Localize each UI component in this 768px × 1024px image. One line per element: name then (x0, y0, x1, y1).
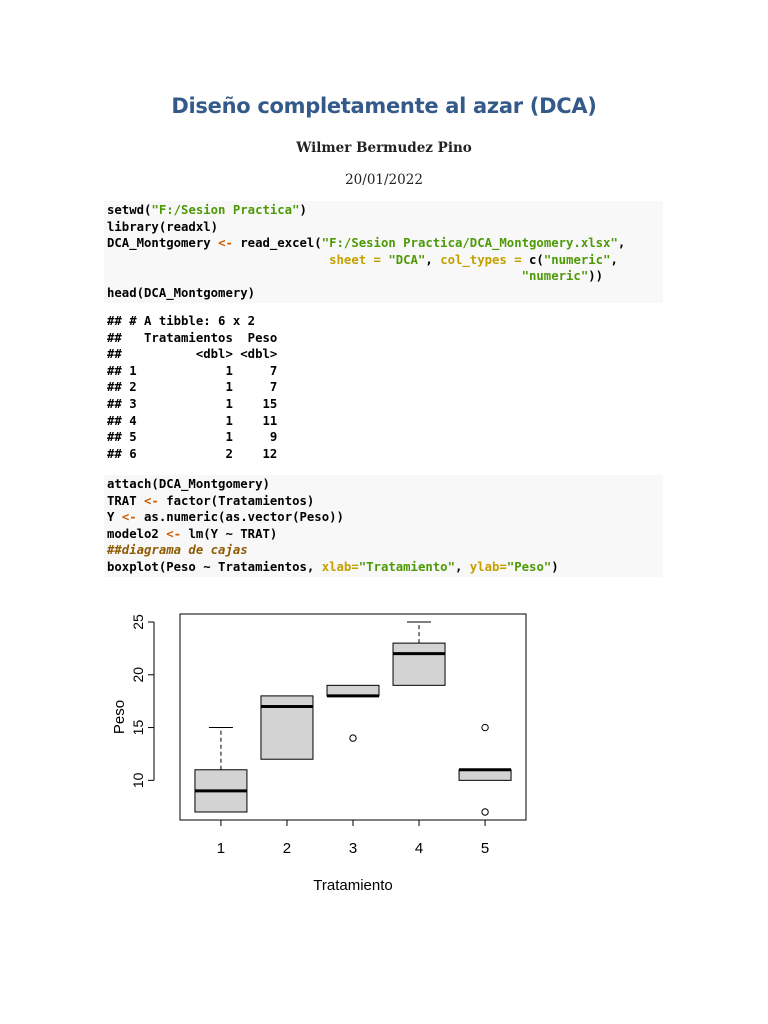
x-axis-label: Tratamiento (313, 877, 393, 894)
code-line: sheet = "DCA", col_types = c("numeric", (329, 252, 618, 267)
code-line: DCA_Montgomery <- read_excel("F:/Sesion Practica/DCA_Montgomery.xlsx", (107, 236, 626, 251)
x-tick-label: 3 (348, 840, 358, 857)
code-line: modelo2 <- lm(Y ~ TRAT) (107, 526, 278, 541)
x-tick-label: 4 (414, 840, 424, 857)
code-line: attach(DCA_Montgomery) (107, 477, 270, 491)
y-tick-label: 10 (130, 772, 146, 789)
output-line: ## 5 1 9 (107, 430, 278, 445)
boxplot-chart (100, 600, 550, 910)
x-tick-label: 2 (282, 840, 292, 857)
document-title: Diseño completamente al azar (DCA) (171, 94, 597, 118)
y-tick-label: 25 (130, 614, 146, 630)
code-block-model (104, 475, 663, 577)
x-tick-label: 1 (216, 840, 226, 857)
code-line: boxplot(Peso ~ Tratamientos, xlab="Tratamiento", ylab="Peso") (107, 559, 559, 574)
outlier-point (482, 724, 488, 730)
code-line: head(DCA_Montgomery) (107, 285, 256, 300)
console-output (107, 313, 277, 462)
output-line: ## 1 1 7 (107, 363, 278, 378)
output-line: ## # A tibble: 6 x 2 (107, 314, 256, 328)
code-line: Y <- as.numeric(as.vector(Peso)) (107, 510, 344, 525)
document-date: 20/01/2022 (345, 172, 423, 188)
code-line: "numeric")) (521, 269, 604, 284)
output-line: ## 4 1 11 (107, 413, 278, 428)
y-tick-label: 15 (130, 719, 146, 736)
y-axis-label: Peso (111, 699, 128, 735)
y-tick-label: 20 (130, 666, 146, 683)
x-tick-label: 5 (480, 840, 490, 857)
code-line: library(readxl) (107, 219, 219, 234)
outlier-point (350, 735, 356, 741)
output-line: ## 6 2 12 (107, 446, 278, 461)
output-line: ## <dbl> <dbl> (107, 347, 278, 362)
box-5 (459, 770, 511, 781)
box-3 (327, 685, 379, 696)
output-line: ## 3 1 15 (107, 396, 278, 411)
code-line: setwd("F:/Sesion Practica") (107, 203, 307, 217)
outlier-point (482, 809, 488, 815)
output-line: ## Tratamientos Peso (107, 330, 278, 345)
code-line: TRAT <- factor(Tratamientos) (107, 493, 315, 508)
code-block-import (104, 201, 663, 303)
code-comment: ##diagrama de cajas (107, 543, 248, 558)
document-author: Wilmer Bermudez Pino (296, 140, 472, 156)
output-line: ## 2 1 7 (107, 380, 278, 395)
box-4 (393, 643, 445, 685)
